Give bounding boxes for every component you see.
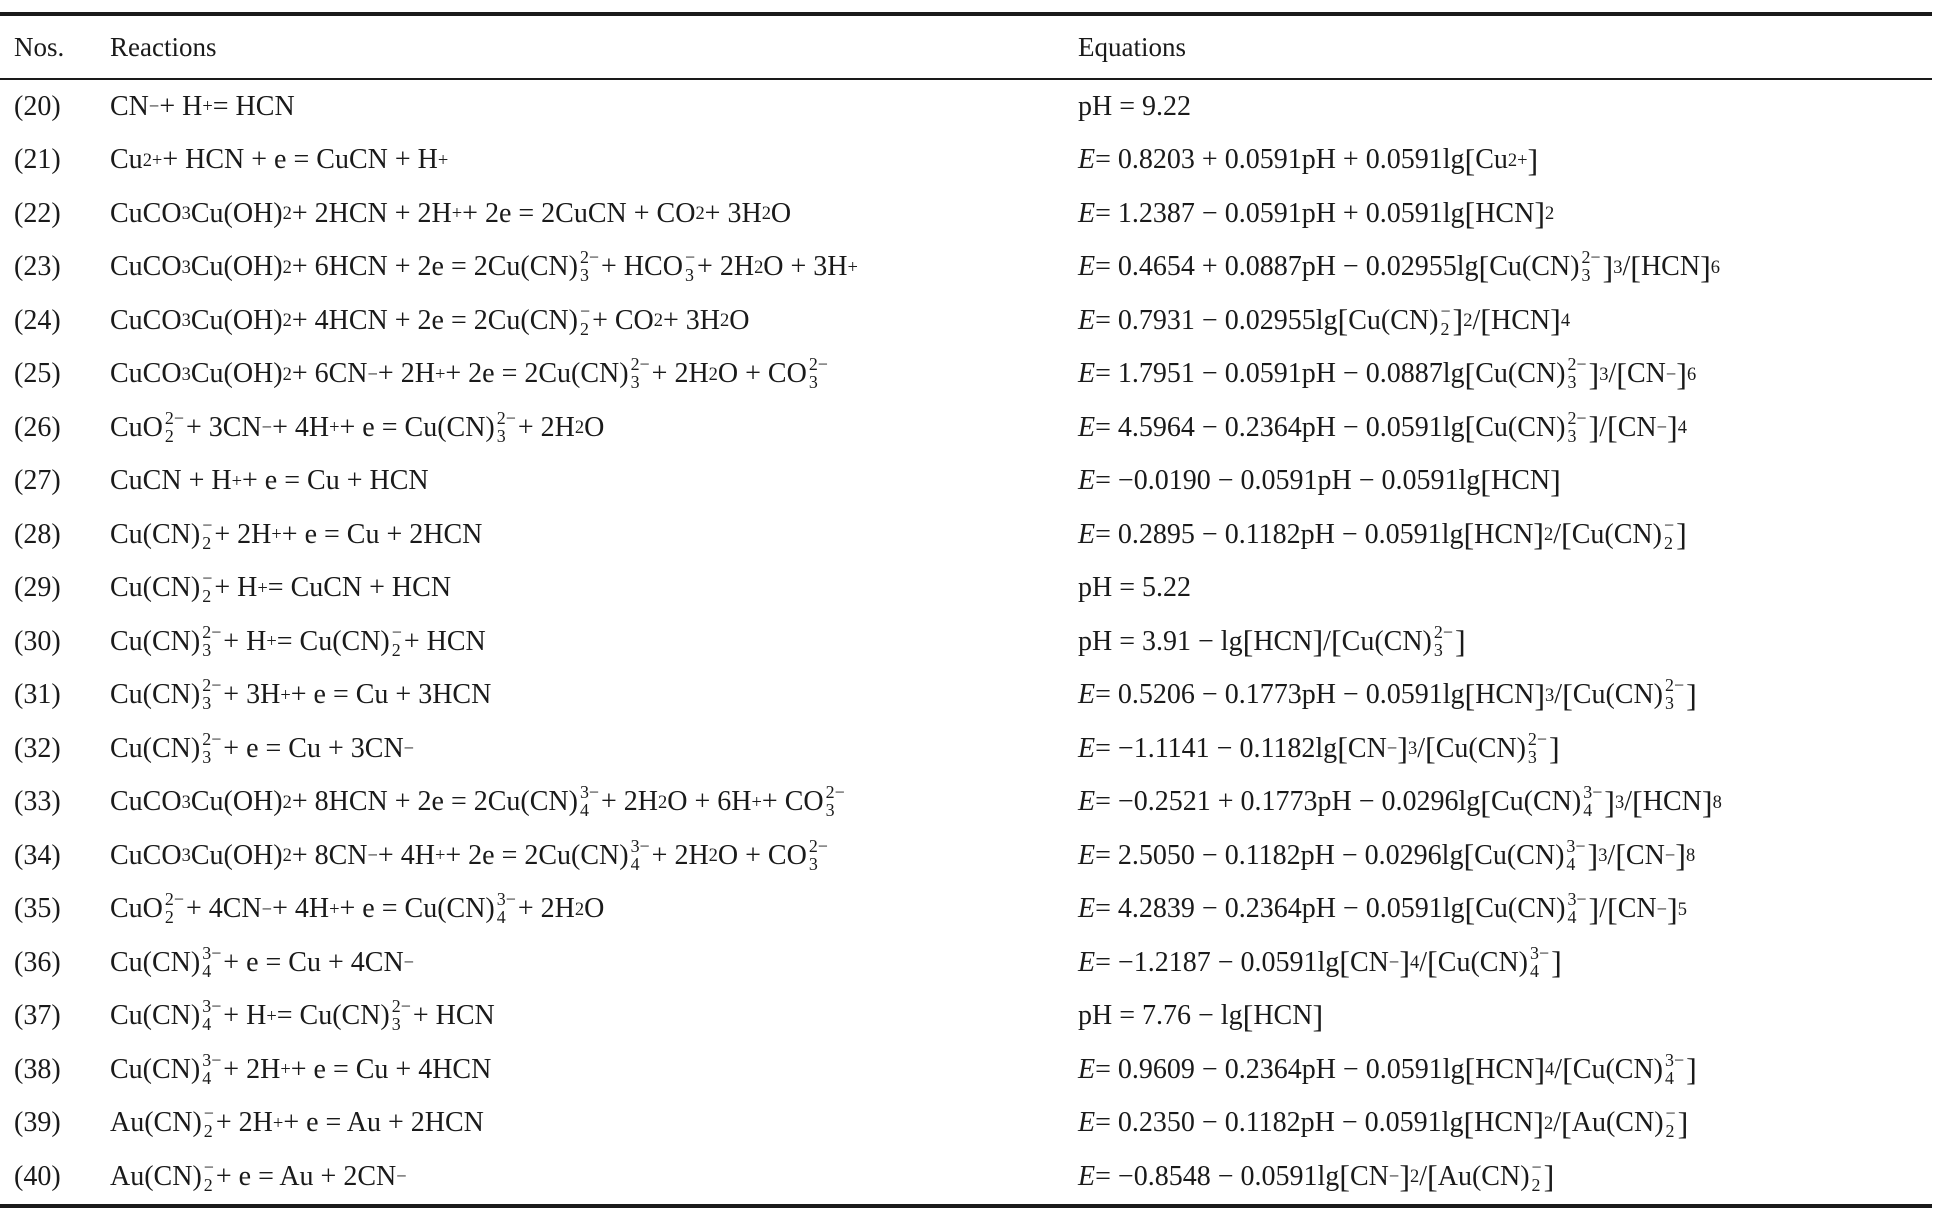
reaction-cell: Cu(CN) − 2 + H + = CuCN + HCN [110, 568, 452, 607]
reaction-cell: CuCO 3 Cu(OH) 2 + 8HCN + 2e = 2Cu(CN) 3− 4 + 2H 2 O + 6H + + CO 2− 3 [110, 782, 845, 821]
table-row [0, 1150, 1932, 1204]
table-row [0, 401, 1932, 455]
equation-cell: E = −0.0190 − 0.0591pH − 0.0591lg [ HCN ] [1078, 462, 1561, 499]
equation-cell: E = 0.7931 − 0.02955lg [ Cu(CN) − 2 ] 2 / [ HCN ] 4 [1078, 300, 1571, 339]
row-number: (26) [14, 411, 61, 443]
reaction-cell: CuO 2− 2 + 4CN − + 4H + + e = Cu(CN) 3− 4 + 2H 2 O [110, 889, 605, 928]
reaction-cell: Cu(CN) 2− 3 + H + = Cu(CN) − 2 + HCN [110, 621, 486, 660]
row-number: (37) [14, 1000, 61, 1032]
reaction-cell: Cu(CN) 2− 3 + e = Cu + 3CN − [110, 728, 415, 767]
reaction-cell: CuCN + H + + e = Cu + HCN [110, 465, 429, 497]
equation-cell: E = 4.2839 − 0.2364pH − 0.0591lg [ Cu(CN) 3− 4 ] / [ CN − ] 5 [1078, 889, 1687, 928]
row-number: (27) [14, 465, 61, 497]
reaction-cell: Cu(CN) 3− 4 + 2H + + e = Cu + 4HCN [110, 1049, 492, 1088]
equation-cell: pH = 9.22 [1078, 90, 1192, 122]
reactions-table [0, 12, 1932, 1208]
row-number: (39) [14, 1107, 61, 1139]
reaction-cell: CuCO 3 Cu(OH) 2 + 8CN − + 4H + + 2e = 2Cu(CN) 3− 4 + 2H 2 O + CO 2− 3 [110, 835, 828, 874]
equation-cell: E = 1.7951 − 0.0591pH − 0.0887lg [ Cu(CN) 2− 3 ] 3 / [ CN − ] 6 [1078, 354, 1697, 393]
reaction-cell: CN − + H + = HCN [110, 90, 295, 122]
reaction-cell: Cu 2+ + HCN + e = CuCN + H + [110, 144, 449, 176]
equation-cell: E = 4.5964 − 0.2364pH − 0.0591lg [ Cu(CN) 2− 3 ] / [ CN − ] 4 [1078, 407, 1687, 446]
equation-cell: pH = 5.22 [1078, 572, 1192, 604]
equation-cell: E = −0.2521 + 0.1773pH − 0.0296lg [ Cu(CN) 3− 4 ] 3 / [ HCN ] 8 [1078, 782, 1722, 821]
table-row [0, 936, 1932, 990]
bottom-rule [0, 1204, 1932, 1208]
row-number: (33) [14, 786, 61, 818]
table-row [0, 80, 1932, 134]
header-reactions: Reactions [110, 31, 217, 62]
row-number: (24) [14, 304, 61, 336]
equation-cell: E = 0.2895 − 0.1182pH − 0.0591lg [ HCN ] 2 / [ Cu(CN) − 2 ] [1078, 514, 1687, 553]
reaction-cell: CuCO 3 Cu(OH) 2 + 6HCN + 2e = 2Cu(CN) 2− 3 + HCO − 3 + 2H 2 O + 3H + [110, 247, 858, 286]
equation-cell: E = 0.9609 − 0.2364pH − 0.0591lg [ HCN ] 4 / [ Cu(CN) 3− 4 ] [1078, 1049, 1697, 1088]
table-row [0, 669, 1932, 723]
row-number: (20) [14, 90, 61, 122]
table-row [0, 294, 1932, 348]
reaction-cell: Cu(CN) 3− 4 + H + = Cu(CN) 2− 3 + HCN [110, 996, 495, 1035]
equation-cell: E = 0.4654 + 0.0887pH − 0.02955lg [ Cu(CN) 2− 3 ] 3 / [ HCN ] 6 [1078, 247, 1721, 286]
table-row [0, 134, 1932, 188]
reaction-cell: Au(CN) − 2 + 2H + + e = Au + 2HCN [110, 1103, 484, 1142]
header-nos: Nos. [14, 31, 65, 62]
table-row [0, 776, 1932, 830]
row-number: (25) [14, 358, 61, 390]
equation-cell: E = −0.8548 − 0.0591lg [ CN − ] 2 / [ Au(CN) − 2 ] [1078, 1156, 1555, 1195]
row-number: (30) [14, 625, 61, 657]
row-number: (40) [14, 1160, 61, 1192]
table-body [0, 80, 1932, 1204]
table-row [0, 348, 1932, 402]
row-number: (32) [14, 732, 61, 764]
row-number: (35) [14, 893, 61, 925]
row-number: (29) [14, 572, 61, 604]
row-number: (28) [14, 518, 61, 550]
table-row [0, 1097, 1932, 1151]
table-row [0, 990, 1932, 1044]
table-row [0, 1043, 1932, 1097]
reaction-cell: CuO 2− 2 + 3CN − + 4H + + e = Cu(CN) 2− 3 + 2H 2 O [110, 407, 605, 446]
header-row [0, 16, 1932, 78]
equation-cell: E = 2.5050 − 0.1182pH − 0.0296lg [ Cu(CN) 3− 4 ] 3 / [ CN − ] 8 [1078, 835, 1696, 874]
table-row [0, 883, 1932, 937]
equation-cell: E = 1.2387 − 0.0591pH + 0.0591lg [ HCN ] 2 [1078, 195, 1555, 232]
table-row [0, 241, 1932, 295]
table-row [0, 187, 1932, 241]
table-row [0, 562, 1932, 616]
equation-cell: E = −1.2187 − 0.0591lg [ CN − ] 4 / [ Cu(CN) 3− 4 ] [1078, 942, 1562, 981]
row-number: (34) [14, 839, 61, 871]
row-number: (36) [14, 946, 61, 978]
equation-cell: pH = 7.76 − lg [ HCN ] [1078, 997, 1324, 1034]
row-number: (21) [14, 144, 61, 176]
reaction-cell: CuCO 3 Cu(OH) 2 + 6CN − + 2H + + 2e = 2Cu(CN) 2− 3 + 2H 2 O + CO 2− 3 [110, 354, 828, 393]
reaction-cell: Cu(CN) 2− 3 + 3H + + e = Cu + 3HCN [110, 675, 492, 714]
reaction-cell: CuCO 3 Cu(OH) 2 + 2HCN + 2H + + 2e = 2CuCN + CO 2 + 3H 2 O [110, 197, 792, 229]
equation-cell: E = −1.1141 − 0.1182lg [ CN − ] 3 / [ Cu(CN) 2− 3 ] [1078, 728, 1560, 767]
row-number: (22) [14, 197, 61, 229]
equation-cell: E = 0.8203 + 0.0591pH + 0.0591lg [ Cu 2+ ] [1078, 141, 1539, 178]
table-row [0, 722, 1932, 776]
table-row [0, 615, 1932, 669]
equation-cell: pH = 3.91 − lg [ HCN ] / [ Cu(CN) 2− 3 ] [1078, 621, 1466, 660]
equation-cell: E = 0.2350 − 0.1182pH − 0.0591lg [ HCN ] 2 / [ Au(CN) − 2 ] [1078, 1103, 1689, 1142]
reaction-cell: Cu(CN) 3− 4 + e = Cu + 4CN − [110, 942, 415, 981]
equation-cell: E = 0.5206 − 0.1773pH − 0.0591lg [ HCN ] 3 / [ Cu(CN) 2− 3 ] [1078, 675, 1697, 714]
row-number: (38) [14, 1053, 61, 1085]
table-row [0, 455, 1932, 509]
reaction-cell: CuCO 3 Cu(OH) 2 + 4HCN + 2e = 2Cu(CN) − 2 + CO 2 + 3H 2 O [110, 300, 750, 339]
table-row [0, 508, 1932, 562]
table-row [0, 829, 1932, 883]
header-equations: Equations [1078, 31, 1186, 62]
reaction-cell: Cu(CN) − 2 + 2H + + e = Cu + 2HCN [110, 514, 483, 553]
reaction-cell: Au(CN) − 2 + e = Au + 2CN − [110, 1156, 407, 1195]
row-number: (23) [14, 251, 61, 283]
row-number: (31) [14, 679, 61, 711]
